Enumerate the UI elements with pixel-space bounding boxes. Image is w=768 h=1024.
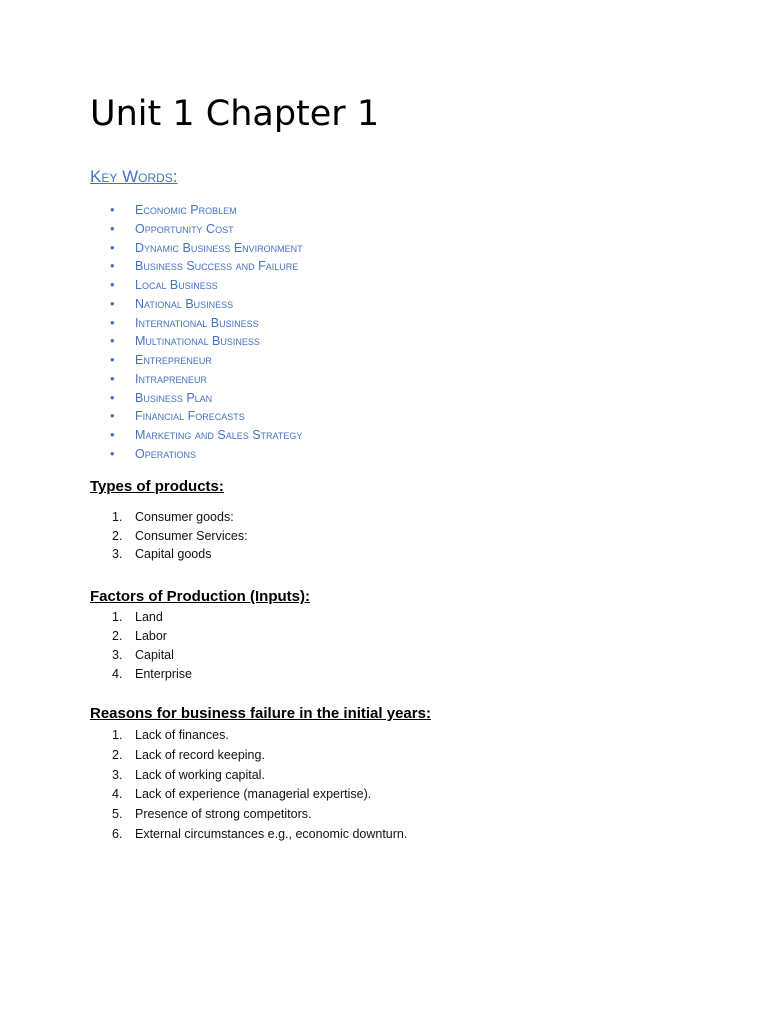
list-number: 1. bbox=[112, 728, 123, 742]
reason-item bbox=[90, 825, 407, 845]
key-word-item bbox=[110, 389, 303, 408]
key-word-item bbox=[110, 407, 303, 426]
key-words-list bbox=[110, 201, 303, 464]
list-number: 2. bbox=[112, 628, 123, 643]
key-word-item bbox=[110, 201, 303, 220]
factor-item-label: Labor bbox=[135, 628, 167, 643]
factor-item bbox=[90, 646, 192, 665]
key-word-item bbox=[110, 239, 303, 258]
key-word-label: Marketing and Sales Strategy bbox=[135, 428, 303, 442]
key-word-label: Multinational Business bbox=[135, 334, 260, 349]
factor-item bbox=[90, 627, 192, 646]
factor-item bbox=[90, 665, 192, 684]
bullet-icon: • bbox=[110, 295, 115, 311]
document-title: Unit 1 Chapter 1 bbox=[90, 94, 380, 134]
bullet-icon: • bbox=[110, 239, 115, 255]
list-number: 5. bbox=[112, 807, 123, 822]
key-word-item bbox=[110, 295, 303, 314]
reason-item bbox=[90, 785, 407, 805]
reason-item bbox=[90, 746, 407, 766]
key-word-label: Financial Forecasts bbox=[135, 409, 245, 424]
key-word-label: Dynamic Business Environment bbox=[135, 240, 303, 255]
factor-item-label: Land bbox=[135, 610, 163, 624]
list-number: 2. bbox=[112, 747, 123, 762]
reasons-for-failure-list bbox=[90, 726, 407, 845]
key-word-label: National Business bbox=[135, 296, 234, 311]
bullet-icon: • bbox=[110, 408, 115, 424]
bullet-icon: • bbox=[110, 445, 115, 461]
key-word-item bbox=[110, 445, 303, 464]
reason-item-label: External circumstances e.g., economic downturn. bbox=[135, 826, 408, 841]
product-type-item bbox=[90, 545, 248, 564]
reason-item-label: Lack of record keeping. bbox=[135, 747, 265, 762]
reason-item bbox=[90, 766, 407, 786]
key-word-label: Business Plan bbox=[135, 390, 213, 405]
reason-item-label: Lack of finances. bbox=[135, 728, 229, 742]
types-of-products-list bbox=[90, 508, 248, 564]
key-word-label: Operations bbox=[135, 446, 197, 461]
key-word-item bbox=[110, 370, 303, 389]
bullet-icon: • bbox=[110, 202, 115, 217]
factor-item-label: Enterprise bbox=[135, 666, 192, 681]
key-word-label: Economic Problem bbox=[135, 203, 237, 217]
key-word-item bbox=[110, 276, 303, 295]
product-type-item bbox=[90, 508, 248, 527]
list-number: 3. bbox=[112, 647, 123, 662]
product-type-item bbox=[90, 527, 248, 546]
bullet-icon: • bbox=[110, 333, 115, 349]
reason-item bbox=[90, 726, 407, 746]
key-word-item bbox=[110, 351, 303, 370]
list-number: 1. bbox=[112, 510, 123, 524]
list-number: 2. bbox=[112, 528, 123, 543]
key-words-heading: Key Words: bbox=[90, 167, 178, 186]
factor-item bbox=[90, 608, 192, 627]
key-word-item bbox=[110, 220, 303, 239]
reasons-for-failure-heading: Reasons for business failure in the initial years: bbox=[90, 705, 431, 722]
bullet-icon: • bbox=[110, 220, 115, 236]
key-word-label: Business Success and Failure bbox=[135, 259, 299, 274]
types-of-products-heading: Types of products: bbox=[90, 478, 224, 495]
reason-item-label: Presence of strong competitors. bbox=[135, 807, 312, 822]
key-word-item bbox=[110, 332, 303, 351]
reason-item-label: Lack of working capital. bbox=[135, 767, 265, 782]
key-word-label: Entrepreneur bbox=[135, 353, 212, 367]
key-word-item bbox=[110, 314, 303, 333]
factors-of-production-list bbox=[90, 608, 192, 684]
product-type-item-label: Consumer Services: bbox=[135, 528, 248, 543]
product-type-item-label: Consumer goods: bbox=[135, 510, 234, 524]
reason-item bbox=[90, 805, 407, 825]
key-word-label: Opportunity Cost bbox=[135, 221, 234, 236]
list-number: 1. bbox=[112, 610, 123, 624]
bullet-icon: • bbox=[110, 314, 115, 330]
factors-of-production-heading: Factors of Production (Inputs): bbox=[90, 588, 310, 605]
bullet-icon: • bbox=[110, 258, 115, 274]
reason-item-label: Lack of experience (managerial expertise). bbox=[135, 787, 372, 802]
list-number: 3. bbox=[112, 547, 123, 562]
key-word-label: Intrapreneur bbox=[135, 371, 207, 386]
key-word-label: International Business bbox=[135, 315, 259, 330]
bullet-icon: • bbox=[110, 352, 115, 367]
bullet-icon: • bbox=[110, 389, 115, 405]
bullet-icon: • bbox=[110, 277, 115, 292]
list-number: 3. bbox=[112, 767, 123, 782]
product-type-item-label: Capital goods bbox=[135, 547, 212, 562]
key-word-label: Local Business bbox=[135, 278, 218, 292]
bullet-icon: • bbox=[110, 427, 115, 442]
bullet-icon: • bbox=[110, 370, 115, 386]
list-number: 4. bbox=[112, 787, 123, 802]
list-number: 4. bbox=[112, 666, 123, 681]
key-word-item bbox=[110, 426, 303, 445]
key-word-item bbox=[110, 257, 303, 276]
list-number: 6. bbox=[112, 826, 123, 841]
factor-item-label: Capital bbox=[135, 647, 174, 662]
